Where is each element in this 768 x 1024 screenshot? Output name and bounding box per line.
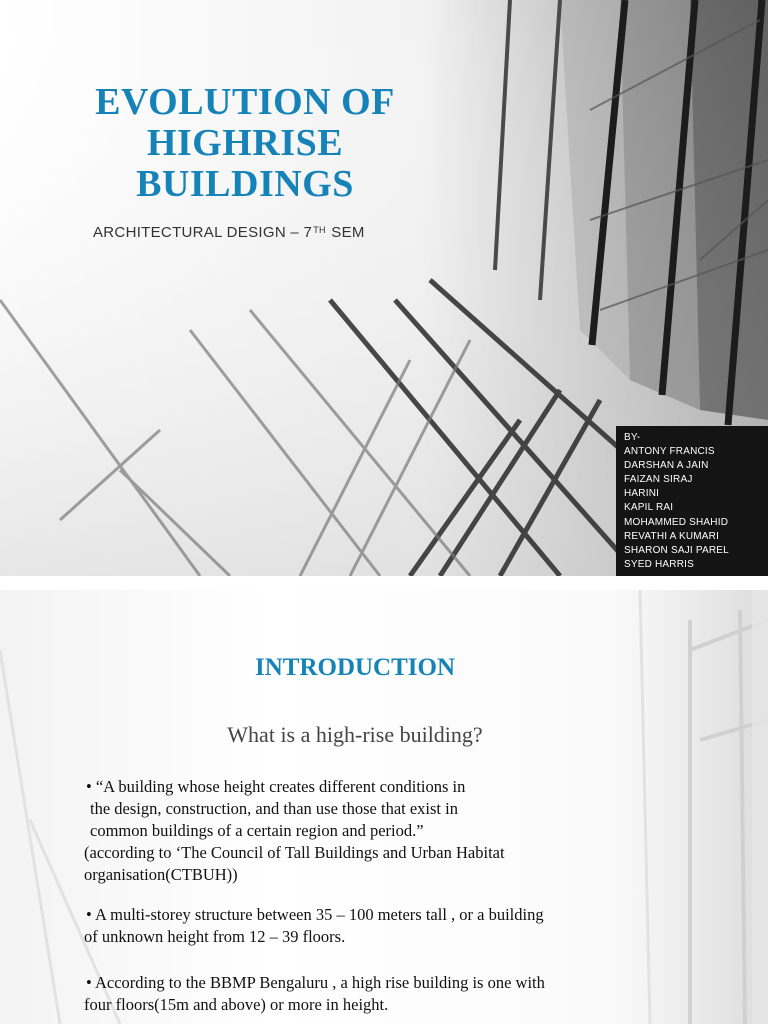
subtitle-main: ARCHITECTURAL DESIGN – 7 <box>93 224 313 241</box>
bullet-line: (according to ‘The Council of Tall Buildings and Urban Habitat <box>84 843 505 862</box>
author-name: SYED HARRIS <box>624 558 694 570</box>
presentation-title <box>40 82 450 205</box>
definition-bullet-bbmp <box>86 972 646 1016</box>
bullet-line: common buildings of a certain region and period.” <box>90 821 424 840</box>
bullet-line: of unknown height from 12 – 39 floors. <box>84 927 346 946</box>
author-name: DARSHAN A JAIN <box>624 460 709 472</box>
introduction-slide <box>0 590 768 1024</box>
bullet-line: • According to the BBMP Bengaluru , a high rise building is one with <box>86 973 545 992</box>
section-heading: INTRODUCTION <box>254 654 456 681</box>
author-name: FAIZAN SIRAJ <box>624 474 693 486</box>
subtitle-superscript: TH <box>313 225 326 235</box>
author-name: KAPIL RAI <box>624 502 674 514</box>
bullet-line: organisation(CTBUH)) <box>84 865 238 884</box>
definition-bullet-height <box>86 904 646 948</box>
bullet-line: the design, construction, and than use those that exist in <box>90 799 458 818</box>
title-line-3: BUILDINGS <box>136 163 354 205</box>
author-name: ANTONY FRANCIS <box>624 446 715 458</box>
author-name: SHARON SAJI PAREL <box>624 544 729 556</box>
definition-bullet-ctbuh <box>86 776 646 886</box>
bullet-line: • A multi-storey structure between 35 – 100 meters tall , or a building <box>86 905 544 924</box>
subtitle-end: SEM <box>326 224 365 241</box>
title-line-1: EVOLUTION OF <box>95 81 395 123</box>
section-question: What is a high-rise building? <box>227 722 483 747</box>
course-subtitle <box>93 224 365 241</box>
authors-heading: BY- <box>624 432 641 443</box>
bullet-line: • “A building whose height creates different conditions in <box>86 777 466 796</box>
author-name: HARINI <box>624 488 660 500</box>
author-name: MOHAMMED SHAHID <box>624 516 729 528</box>
slide-separator <box>0 576 768 590</box>
title-line-2: HIGHRISE <box>146 122 344 164</box>
authors-panel <box>616 426 768 576</box>
bullet-line: four floors(15m and above) or more in height. <box>84 995 389 1014</box>
author-name: REVATHI A KUMARI <box>624 530 720 542</box>
